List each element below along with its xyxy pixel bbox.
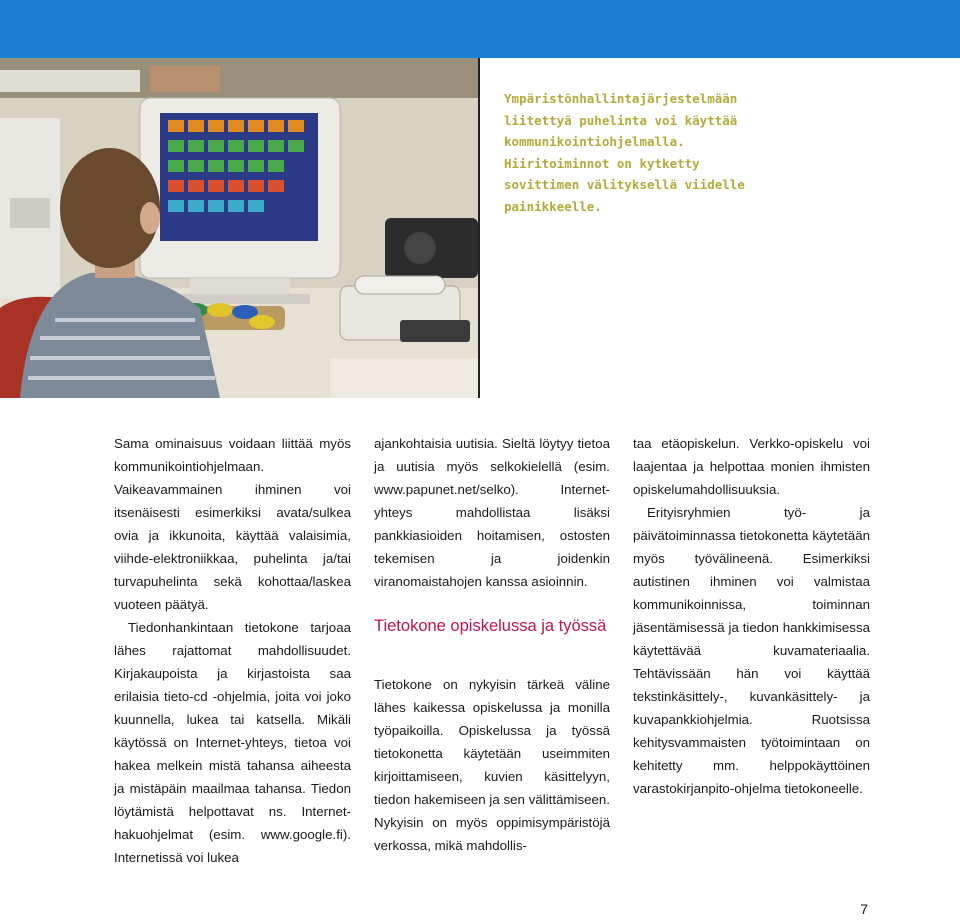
paragraph: Erityisryhmien työ- ja päivätoiminnassa tietokonetta käytetään myös työvälineenä. Esimerkiksi autistinen ihminen voi valmistaa kommunikoinnissa, toiminnan jäsentämisessä ja tiedon hankkimisessa käytettävää kuvamateriaalia. Tehtävissään hän voi käyttää tekstinkäsittely-, kuvankäsittely- ja kuvapankkiohjelmia. Ruotsissa kehitysvammaisten työtoimintaan on kehitetty mm. helppokäyttöinen varastokirjanpito-ohjelma tietokoneelle. — [633, 505, 870, 796]
paragraph: ajankohtaisia uutisia. Sieltä löytyy tietoa ja uutisia myös selkokielellä (esim. www.papunet.net/selko). Internet-yhteys mahdollistaa lisäksi pankkiasioiden hoitamisen, ostosten tekemisen ja joidenkin viranomaistahojen kanssa asioinnin. — [374, 436, 610, 589]
caption-line: painikkeelle. — [504, 198, 602, 214]
crt-monitor — [140, 98, 340, 304]
paragraph: Tiedonhankintaan tietokone tarjoaa lähes rajattomat mahdollisuudet. Kirjakaupoista ja kirjastoista saa erilaisia tieto-cd -ohjelmia, joita voi joko kuunnella, lukea tai katsella. Mikäli käytössä on Internet-yhteys, tietoa voi hakea melkein mistä tahansa aiheesta ja mistäpäin maailmaa tahansa. Tiedon löytämistä helpottavat ns. Internet-hakuohjelmat (esim. www.google.fi). Internetissä voi lukea — [114, 620, 351, 865]
text-column-3 — [633, 432, 870, 800]
top-color-band — [0, 0, 960, 58]
caption-line: Hiiritoiminnot on kytketty — [504, 155, 700, 171]
paragraph: Sama ominaisuus voidaan liittää myös kommunikointiohjelmaan. Vaikeavammainen ihminen voi itsenäisesti esimerkiksi avata/sulkea ovia ja ikkunoita, käyttää valaisimia, viihde-elektroniikkaa, puhelinta ja/tai turvapuhelinta sekä kohottaa/laskea vuoteen päätyä. — [114, 436, 351, 612]
caption-line: kommunikointiohjelmalla. — [504, 134, 685, 149]
photo-person-using-computer — [0, 58, 480, 398]
caption-line: liitettyä puhelinta voi käyttää — [504, 112, 738, 128]
photo-caption — [504, 88, 804, 217]
text-column-2 — [374, 432, 610, 857]
page-number: 7 — [860, 901, 868, 917]
section-heading: Tietokone opiskelussa ja työssä — [374, 617, 607, 635]
paragraph: taa etäopiskelun. Verkko-opiskelu voi laajentaa ja helpottaa monien ihmisten opiskelumahdollisuuksia. — [633, 436, 870, 497]
caption-line: sovittimen välityksellä viidelle — [504, 177, 745, 192]
caption-line: Ympäristönhallintajärjestelmään — [504, 91, 738, 106]
text-column-1 — [114, 432, 351, 869]
paragraph: Tietokone on nykyisin tärkeä väline lähes kaikessa opiskelussa ja monilla työpaikoilla. Opiskelussa ja työssä tietokonetta käytetään useimmiten kirjoittamiseen, kuvien käsittelyyn, tiedon hakemiseen ja sen välittämiseen. Nykyisin on myös oppimisympäristöjä verkossa, mikä mahdollis- — [374, 677, 610, 853]
telephone — [340, 276, 470, 342]
